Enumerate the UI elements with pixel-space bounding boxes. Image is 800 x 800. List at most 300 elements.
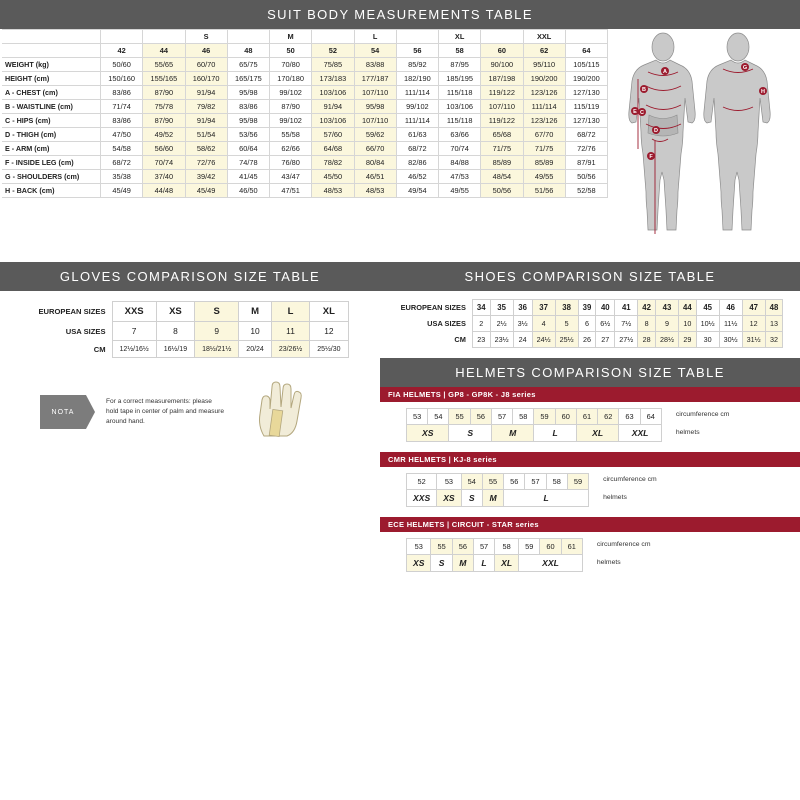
shoe-size-cell: 44 xyxy=(678,300,696,316)
helmet-circumference-cell: 62 xyxy=(598,409,619,425)
measurement-cell: 76/80 xyxy=(270,156,312,170)
helmet-caption-line2: helmets xyxy=(675,429,700,436)
measurement-cell: 115/119 xyxy=(565,100,607,114)
helmet-block-header: FIA HELMETS | GP8 - GP8K - J8 series xyxy=(380,387,800,402)
svg-text:D: D xyxy=(654,128,658,134)
helmet-circumference-cell: 53 xyxy=(437,474,461,490)
helmets-container xyxy=(380,387,800,582)
measurement-cell: 67/70 xyxy=(523,128,565,142)
helmet-circumference-cell: 59 xyxy=(519,539,540,555)
measurement-cell: 45/49 xyxy=(101,184,143,198)
measurement-cell: 46/50 xyxy=(227,184,269,198)
measurement-cell: 53/56 xyxy=(227,128,269,142)
row-label: G - SHOULDERS (cm) xyxy=(2,170,101,184)
shoe-size-cell: 48 xyxy=(765,300,783,316)
row-label: A - CHEST (cm) xyxy=(2,86,101,100)
glove-cm-size: 20/24 xyxy=(239,341,272,358)
measurement-cell: 95/110 xyxy=(523,58,565,72)
helmet-table xyxy=(406,538,583,572)
helmet-size-cell: XS xyxy=(437,490,461,507)
measurement-cell: 43/47 xyxy=(270,170,312,184)
measurement-cell: 62/66 xyxy=(270,142,312,156)
hand-illustration xyxy=(244,380,308,444)
suit-size-number: 54 xyxy=(354,44,396,58)
helmet-circumference-cell: 54 xyxy=(428,409,449,425)
glove-cm-size: 25½/30 xyxy=(310,341,348,358)
suit-size-number: 62 xyxy=(523,44,565,58)
helmet-circumference-cell: 55 xyxy=(449,409,470,425)
glove-eu-size: L xyxy=(271,302,309,322)
row-label: CM xyxy=(93,344,106,354)
measurement-cell: 51/54 xyxy=(185,128,227,142)
measurement-cell: 66/70 xyxy=(354,142,396,156)
row-label: USA SIZES xyxy=(65,326,106,336)
measurement-cell: 119/122 xyxy=(481,86,523,100)
row-label: EUROPEAN SIZES xyxy=(38,307,106,316)
measurement-cell: 127/130 xyxy=(565,86,607,100)
measurement-cell: 95/98 xyxy=(354,100,396,114)
table-row xyxy=(2,128,608,142)
helmet-circumference-cell: 53 xyxy=(407,409,428,425)
svg-text:E: E xyxy=(633,109,637,115)
measurement-cell: 68/72 xyxy=(565,128,607,142)
gloves-usa-row xyxy=(31,322,348,341)
suit-size-group xyxy=(312,30,354,44)
table-row xyxy=(2,58,608,72)
shoe-size-cell: 29 xyxy=(678,332,696,348)
shoe-size-cell: 11½ xyxy=(719,316,742,332)
measurement-cell: 46/51 xyxy=(354,170,396,184)
measurement-cell: 107/110 xyxy=(354,114,396,128)
measurement-cell: 48/53 xyxy=(312,184,354,198)
measurement-cell: 61/63 xyxy=(396,128,438,142)
measurement-cell: 85/92 xyxy=(396,58,438,72)
measurement-cell: 83/88 xyxy=(354,58,396,72)
glove-eu-size: M xyxy=(239,302,272,322)
measurement-cell: 68/72 xyxy=(101,156,143,170)
helmet-circumference-cell: 57 xyxy=(473,539,494,555)
shoe-size-cell: 24 xyxy=(513,332,532,348)
shoe-size-cell: 32 xyxy=(765,332,783,348)
measurement-cell: 63/66 xyxy=(439,128,481,142)
helmet-circumference-cell: 53 xyxy=(407,539,431,555)
shoe-size-cell: 30½ xyxy=(719,332,742,348)
measurement-cell: 37/40 xyxy=(143,170,185,184)
helmet-block xyxy=(380,452,800,517)
measurement-cell: 48/54 xyxy=(481,170,523,184)
helmet-circumference-cell: 61 xyxy=(576,409,597,425)
suit-title-banner: SUIT BODY MEASUREMENTS TABLE xyxy=(0,0,800,29)
gloves-note xyxy=(12,380,368,444)
measurement-cell: 47/51 xyxy=(270,184,312,198)
measurement-cell: 170/180 xyxy=(270,72,312,86)
measurement-cell: 47/50 xyxy=(101,128,143,142)
measurement-cell: 127/130 xyxy=(565,114,607,128)
suit-size-number: 56 xyxy=(396,44,438,58)
helmet-size-cell: XL xyxy=(576,425,618,442)
suit-size-number: 50 xyxy=(270,44,312,58)
measurement-cell: 115/118 xyxy=(439,86,481,100)
measurement-cell: 87/90 xyxy=(143,86,185,100)
shoe-size-cell: 45 xyxy=(696,300,719,316)
row-label: EUROPEAN SIZES xyxy=(400,303,466,312)
table-row xyxy=(2,184,608,198)
measurement-cell: 99/102 xyxy=(396,100,438,114)
measurement-cell: 119/122 xyxy=(481,114,523,128)
helmet-block-header: ECE HELMETS | CIRCUIT - STAR series xyxy=(380,517,800,532)
shoes-eu-row xyxy=(397,300,783,316)
measurement-cell: 68/72 xyxy=(396,142,438,156)
helmet-caption-line1: circumference cm xyxy=(603,475,657,483)
glove-usa-size: 12 xyxy=(310,322,348,341)
glove-cm-size: 18½/21½ xyxy=(195,341,239,358)
helmet-circumference-cell: 56 xyxy=(504,474,525,490)
shoe-size-cell: 9 xyxy=(655,316,678,332)
glove-usa-size: 8 xyxy=(156,322,194,341)
measurement-cell: 91/94 xyxy=(185,86,227,100)
glove-usa-size: 9 xyxy=(195,322,239,341)
helmet-caption xyxy=(597,540,651,568)
suit-size-group: M xyxy=(270,30,312,44)
measurement-cell: 52/58 xyxy=(565,184,607,198)
helmet-size-cell: S xyxy=(431,555,452,572)
svg-text:G: G xyxy=(742,65,748,71)
measurement-cell: 45/50 xyxy=(312,170,354,184)
shoe-size-cell: 5 xyxy=(555,316,578,332)
shoe-size-cell: 8 xyxy=(638,316,656,332)
measurement-cell: 165/175 xyxy=(227,72,269,86)
glove-cm-size: 12½/16½ xyxy=(112,341,156,358)
measurement-cell: 46/52 xyxy=(396,170,438,184)
measurement-cell: 87/90 xyxy=(270,100,312,114)
measurement-cell: 79/82 xyxy=(185,100,227,114)
helmet-caption-line2: helmets xyxy=(603,494,627,501)
shoes-usa-row xyxy=(397,316,783,332)
shoe-size-cell: 6½ xyxy=(596,316,615,332)
measurement-cell: 111/114 xyxy=(396,86,438,100)
shoe-size-cell: 13 xyxy=(765,316,783,332)
shoe-size-cell: 34 xyxy=(472,300,490,316)
measurement-cell: 87/95 xyxy=(439,58,481,72)
helmet-size-cell: L xyxy=(534,425,576,442)
measurement-cell: 60/70 xyxy=(185,58,227,72)
row-label: B - WAISTLINE (cm) xyxy=(2,100,101,114)
shoe-size-cell: 10½ xyxy=(696,316,719,332)
helmet-size-cell: XXS xyxy=(407,490,437,507)
helmet-table xyxy=(406,408,662,442)
measurement-cell: 50/56 xyxy=(565,170,607,184)
measurement-cell: 74/78 xyxy=(227,156,269,170)
helmet-circumference-cell: 60 xyxy=(555,409,576,425)
helmet-size-cell: M xyxy=(482,490,503,507)
measurement-cell: 41/45 xyxy=(227,170,269,184)
helmet-size-cell: S xyxy=(461,490,482,507)
measurement-cell: 185/195 xyxy=(439,72,481,86)
helmet-circumference-cell: 57 xyxy=(525,474,546,490)
helmet-size-cell: L xyxy=(504,490,589,507)
measurement-cell: 83/86 xyxy=(101,86,143,100)
measurement-cell: 105/115 xyxy=(565,58,607,72)
shoe-size-cell: 42 xyxy=(638,300,656,316)
suit-size-number: 44 xyxy=(143,44,185,58)
measurement-cell: 75/78 xyxy=(143,100,185,114)
mannequin-diagram xyxy=(608,29,798,254)
measurement-cell: 49/54 xyxy=(396,184,438,198)
helmet-table xyxy=(406,473,589,507)
glove-cm-size: 23/26½ xyxy=(271,341,309,358)
measurement-cell: 87/90 xyxy=(143,114,185,128)
suit-size-number: 58 xyxy=(439,44,481,58)
measurement-cell: 49/55 xyxy=(439,184,481,198)
helmet-circumference-cell: 57 xyxy=(491,409,512,425)
suit-size-group xyxy=(565,30,607,44)
measurement-cell: 83/86 xyxy=(227,100,269,114)
shoe-size-cell: 2½ xyxy=(490,316,513,332)
row-label: H - BACK (cm) xyxy=(2,184,101,198)
suit-size-group xyxy=(481,30,523,44)
measurement-cell: 71/75 xyxy=(523,142,565,156)
measurement-cell: 64/68 xyxy=(312,142,354,156)
helmet-block xyxy=(380,387,800,452)
measurement-cell: 155/165 xyxy=(143,72,185,86)
note-text: For a correct measurements: please hold tape in center of palm and measure around hand. xyxy=(106,398,225,425)
measurement-cell: 35/38 xyxy=(101,170,143,184)
helmet-circumference-cell: 52 xyxy=(407,474,437,490)
row-label: CM xyxy=(454,335,466,344)
shoe-size-cell: 23½ xyxy=(490,332,513,348)
row-label: E - ARM (cm) xyxy=(2,142,101,156)
measurement-cell: 47/53 xyxy=(439,170,481,184)
row-label: USA SIZES xyxy=(427,319,466,328)
measurement-cell: 99/102 xyxy=(270,114,312,128)
glove-eu-size: XL xyxy=(310,302,348,322)
measurement-cell: 59/62 xyxy=(354,128,396,142)
helmet-circumference-cell: 59 xyxy=(567,474,588,490)
suit-size-group: L xyxy=(354,30,396,44)
measurement-cell: 103/106 xyxy=(312,86,354,100)
measurement-cell: 60/64 xyxy=(227,142,269,156)
helmet-size-cell: L xyxy=(473,555,494,572)
helmet-circumference-row xyxy=(407,409,662,425)
svg-text:H: H xyxy=(761,89,765,95)
shoe-size-cell: 2 xyxy=(472,316,490,332)
measurement-cell: 90/100 xyxy=(481,58,523,72)
measurement-cell: 187/198 xyxy=(481,72,523,86)
table-row xyxy=(2,170,608,184)
helmet-caption-line2: helmets xyxy=(596,559,621,566)
row-label: F - INSIDE LEG (cm) xyxy=(2,156,101,170)
measurement-cell: 56/60 xyxy=(143,142,185,156)
helmet-block-header: CMR HELMETS | KJ-8 series xyxy=(380,452,800,467)
shoe-size-cell: 47 xyxy=(742,300,765,316)
helmet-size-cell: XXL xyxy=(619,425,661,442)
measurement-cell: 75/85 xyxy=(312,58,354,72)
measurement-cell: 51/56 xyxy=(523,184,565,198)
suit-size-number: 60 xyxy=(481,44,523,58)
measurement-cell: 80/84 xyxy=(354,156,396,170)
measurement-cell: 70/80 xyxy=(270,58,312,72)
shoe-size-cell: 7½ xyxy=(615,316,638,332)
shoe-size-cell: 39 xyxy=(578,300,596,316)
helmet-size-row xyxy=(407,555,583,572)
suit-size-number: 48 xyxy=(227,44,269,58)
shoe-size-cell: 41 xyxy=(615,300,638,316)
measurement-cell: 70/74 xyxy=(439,142,481,156)
measurement-cell: 85/89 xyxy=(523,156,565,170)
row-label: D - THIGH (cm) xyxy=(2,128,101,142)
shoe-size-cell: 6 xyxy=(578,316,596,332)
helmet-circumference-row xyxy=(407,474,589,490)
suit-table-wrap xyxy=(0,29,608,256)
suit-size-number: 64 xyxy=(565,44,607,58)
helmet-circumference-cell: 54 xyxy=(461,474,482,490)
measurement-cell: 57/60 xyxy=(312,128,354,142)
glove-usa-size: 7 xyxy=(112,322,156,341)
helmet-circumference-cell: 58 xyxy=(546,474,567,490)
table-row xyxy=(2,72,608,86)
shoe-size-cell: 38 xyxy=(555,300,578,316)
shoe-size-cell: 36 xyxy=(513,300,532,316)
helmet-circumference-cell: 58 xyxy=(513,409,534,425)
measurement-cell: 54/58 xyxy=(101,142,143,156)
helmet-size-cell: S xyxy=(449,425,491,442)
helmet-size-cell: M xyxy=(491,425,533,442)
svg-text:C: C xyxy=(640,110,644,116)
shoe-size-cell: 37 xyxy=(532,300,555,316)
glove-usa-size: 10 xyxy=(239,322,272,341)
row-label: C - HIPS (cm) xyxy=(2,114,101,128)
measurement-cell: 160/170 xyxy=(185,72,227,86)
measurement-cell: 49/52 xyxy=(143,128,185,142)
measurement-cell: 103/106 xyxy=(312,114,354,128)
helmet-size-row xyxy=(407,425,662,442)
helmet-circumference-cell: 61 xyxy=(561,539,582,555)
helmets-title-banner: HELMETS COMPARISON SIZE TABLE xyxy=(380,358,800,387)
measurement-cell: 182/190 xyxy=(396,72,438,86)
helmet-size-row xyxy=(407,490,589,507)
shoe-size-cell: 35 xyxy=(490,300,513,316)
measurement-cell: 82/86 xyxy=(396,156,438,170)
measurement-cell: 99/102 xyxy=(270,86,312,100)
measurement-cell: 65/68 xyxy=(481,128,523,142)
suit-size-group xyxy=(101,30,143,44)
measurement-cell: 85/89 xyxy=(481,156,523,170)
measurement-cell: 48/53 xyxy=(354,184,396,198)
shoe-size-cell: 10 xyxy=(678,316,696,332)
body-figures xyxy=(608,29,798,256)
shoe-size-cell: 40 xyxy=(596,300,615,316)
measurement-cell: 91/94 xyxy=(185,114,227,128)
suit-size-number: 52 xyxy=(312,44,354,58)
suit-size-group: XXL xyxy=(523,30,565,44)
glove-cm-size: 16½/19 xyxy=(156,341,194,358)
helmet-circumference-cell: 58 xyxy=(495,539,519,555)
helmet-circumference-cell: 56 xyxy=(452,539,473,555)
measurement-cell: 123/126 xyxy=(523,114,565,128)
shoe-size-cell: 24½ xyxy=(532,332,555,348)
helmet-circumference-cell: 64 xyxy=(640,409,661,425)
measurement-cell: 95/98 xyxy=(227,114,269,128)
shoe-size-cell: 12 xyxy=(742,316,765,332)
shoe-size-cell: 46 xyxy=(719,300,742,316)
table-row xyxy=(2,142,608,156)
measurement-cell: 50/60 xyxy=(101,58,143,72)
shoes-title-banner: SHOES COMPARISON SIZE TABLE xyxy=(380,262,800,291)
shoes-cm-row xyxy=(397,332,783,348)
helmet-size-cell: XS xyxy=(407,555,431,572)
helmet-circumference-cell: 63 xyxy=(619,409,640,425)
measurement-cell: 58/62 xyxy=(185,142,227,156)
glove-eu-size: S xyxy=(195,302,239,322)
measurement-cell: 107/110 xyxy=(481,100,523,114)
gloves-table xyxy=(31,301,348,358)
helmet-block xyxy=(380,517,800,582)
shoes-helmets-column xyxy=(380,262,800,582)
measurement-cell: 177/187 xyxy=(354,72,396,86)
measurement-cell: 173/183 xyxy=(312,72,354,86)
shoe-size-cell: 26 xyxy=(578,332,596,348)
row-label: HEIGHT (cm) xyxy=(2,72,101,86)
shoe-size-cell: 23 xyxy=(472,332,490,348)
helmet-size-cell: XL xyxy=(495,555,519,572)
measurement-cell: 70/74 xyxy=(143,156,185,170)
shoe-size-cell: 25½ xyxy=(555,332,578,348)
measurement-cell: 83/86 xyxy=(101,114,143,128)
table-row xyxy=(2,156,608,170)
measurement-cell: 111/114 xyxy=(396,114,438,128)
shoe-size-cell: 30 xyxy=(696,332,719,348)
svg-text:A: A xyxy=(663,69,667,75)
measurement-cell: 65/75 xyxy=(227,58,269,72)
shoe-size-cell: 27 xyxy=(596,332,615,348)
helmet-circumference-cell: 56 xyxy=(470,409,491,425)
row-label: WEIGHT (kg) xyxy=(2,58,101,72)
measurement-cell: 103/106 xyxy=(439,100,481,114)
suit-size-number: 46 xyxy=(185,44,227,58)
measurement-cell: 50/56 xyxy=(481,184,523,198)
helmet-size-cell: XS xyxy=(407,425,449,442)
suit-size-group xyxy=(143,30,185,44)
helmet-circumference-cell: 60 xyxy=(540,539,561,555)
helmet-caption-line1: circumference cm xyxy=(675,410,730,418)
suit-section xyxy=(0,0,800,256)
table-row xyxy=(2,86,608,100)
measurement-cell: 87/91 xyxy=(565,156,607,170)
suit-size-group xyxy=(396,30,438,44)
gloves-eu-row xyxy=(31,302,348,322)
helmet-size-cell: M xyxy=(452,555,473,572)
measurement-cell: 44/48 xyxy=(143,184,185,198)
shoe-size-cell: 4 xyxy=(532,316,555,332)
mid-section xyxy=(0,262,800,582)
gloves-section xyxy=(0,262,380,582)
measurement-cell: 150/160 xyxy=(101,72,143,86)
measurement-cell: 91/94 xyxy=(312,100,354,114)
shoes-table xyxy=(397,299,784,348)
glove-eu-size: XXS xyxy=(112,302,156,322)
suit-size-number-row xyxy=(2,44,608,58)
shoe-size-cell: 27½ xyxy=(615,332,638,348)
note-tag: NOTA xyxy=(40,395,86,429)
glove-eu-size: XS xyxy=(156,302,194,322)
helmet-circumference-cell: 55 xyxy=(482,474,503,490)
measurement-cell: 71/75 xyxy=(481,142,523,156)
helmet-circumference-cell: 55 xyxy=(431,539,452,555)
measurement-cell: 107/110 xyxy=(354,86,396,100)
suit-size-number: 42 xyxy=(101,44,143,58)
measurement-cell: 78/82 xyxy=(312,156,354,170)
svg-text:B: B xyxy=(642,87,646,93)
